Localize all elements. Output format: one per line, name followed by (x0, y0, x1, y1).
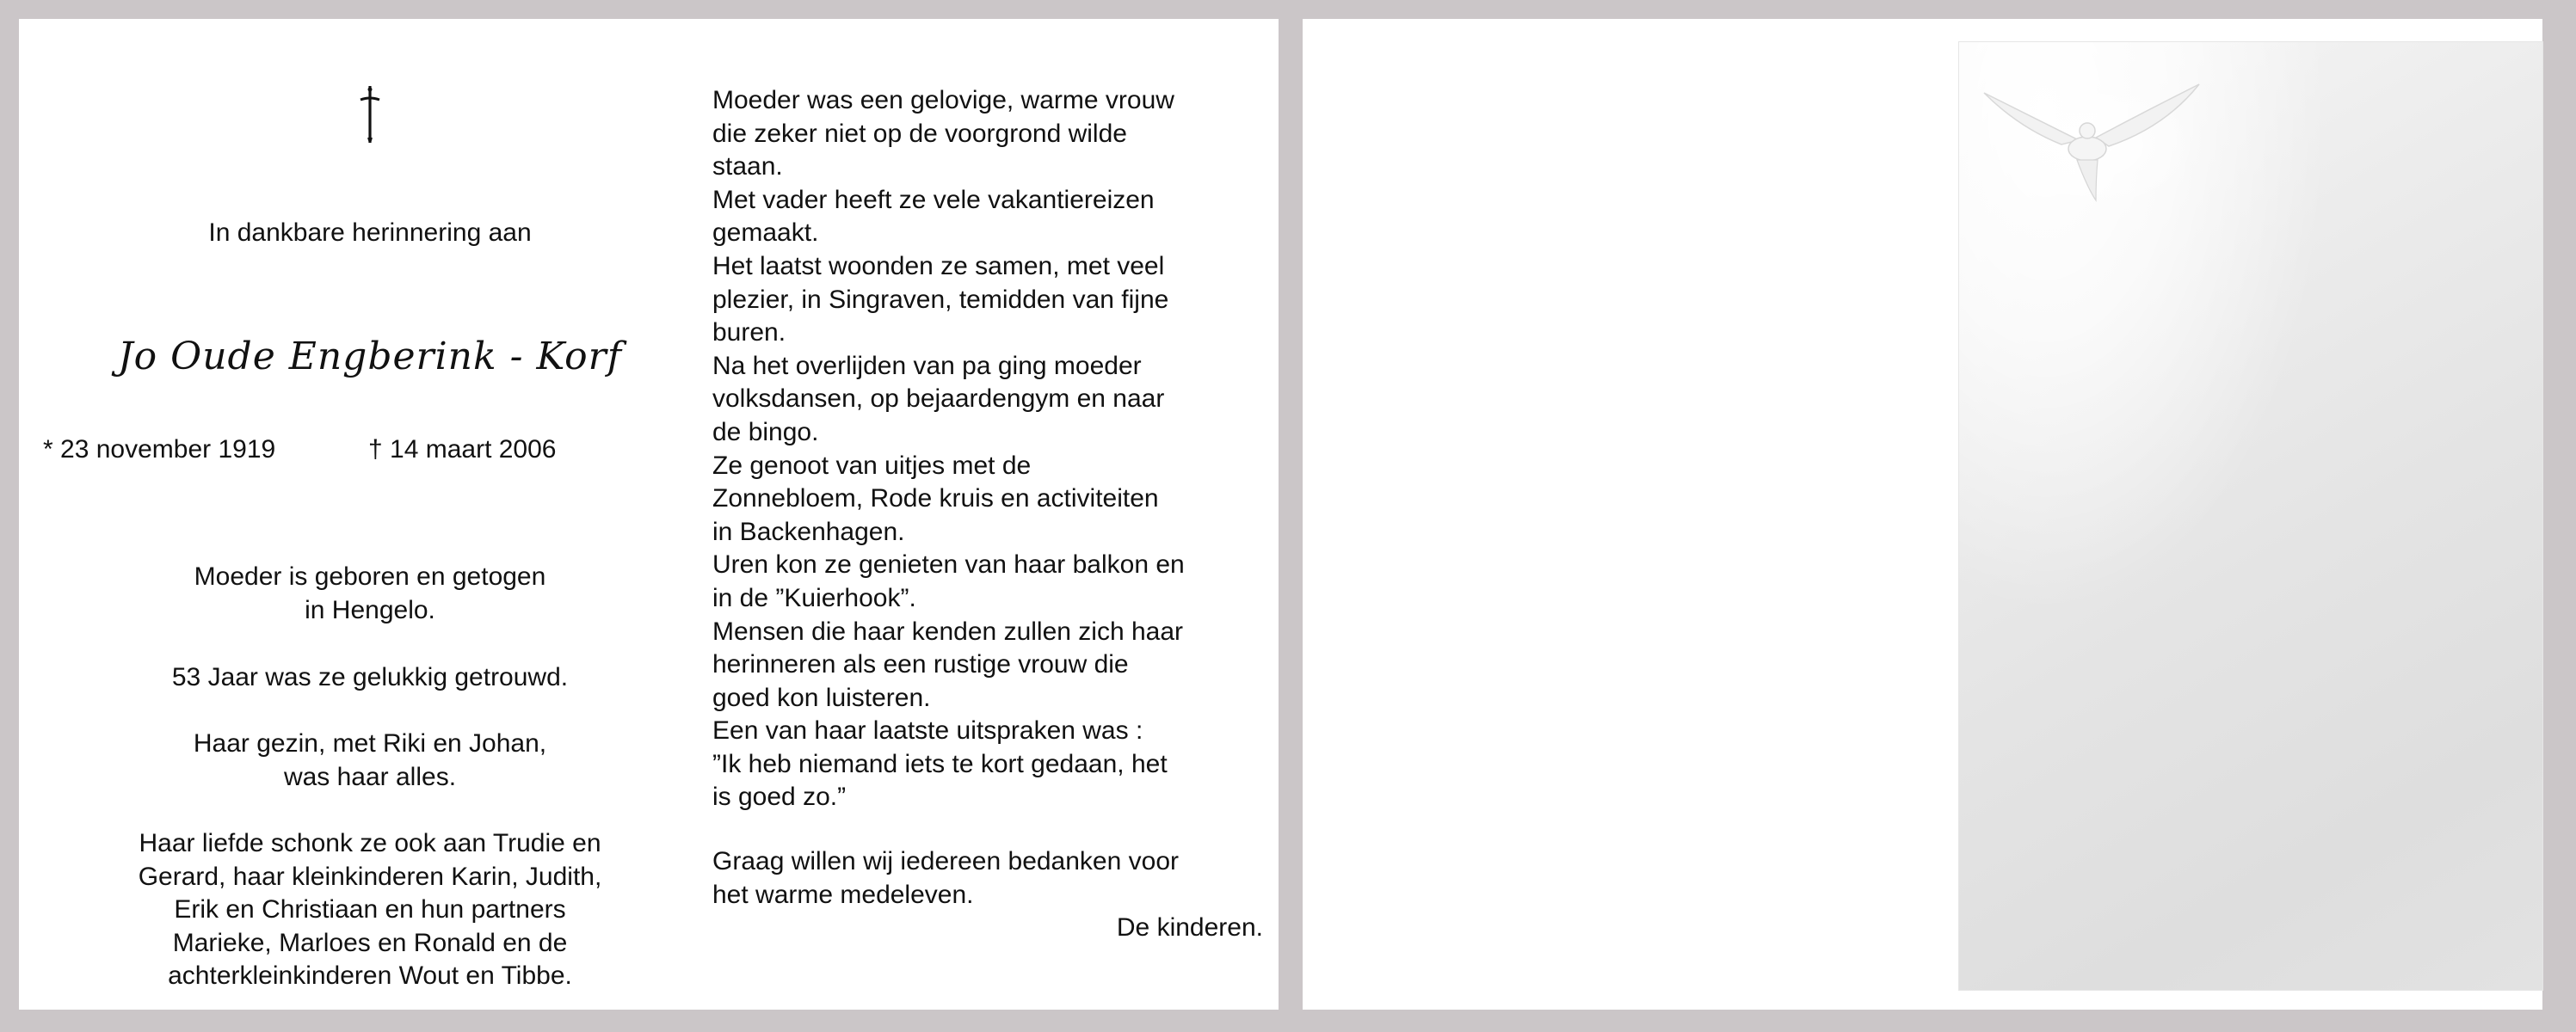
text-line: ”Ik heb niemand iets te kort gedaan, het (712, 749, 1168, 778)
text-line: het warme medeleven. (712, 880, 974, 909)
text-line: Gerard, haar kleinkinderen Karin, Judith, (138, 862, 602, 891)
text-line: Het laatst woonden ze samen, met veel (712, 251, 1165, 280)
text-line: Mensen die haar kenden zullen zich haar (712, 617, 1184, 646)
text-line: in Backenhagen. (712, 517, 905, 546)
memorial-card-cover (1303, 19, 2542, 1010)
text-line: gemaakt. (712, 218, 819, 248)
signature: De kinderen. (1116, 913, 1263, 943)
text-line: de bingo. (712, 417, 819, 446)
text-line: buren. (712, 318, 786, 347)
paragraph-gap (712, 814, 1263, 845)
text-line: plezier, in Singraven, temidden van fijne (712, 285, 1169, 314)
dove-icon (1967, 58, 2225, 213)
memorial-card-inside (19, 19, 1279, 1010)
right-column-text (712, 84, 1263, 945)
text-line: 53 Jaar was ze gelukkig getrouwd. (171, 663, 569, 691)
text-line: Haar gezin, met Riki en Johan, (193, 729, 547, 758)
text-line: goed kon luisteren. (712, 683, 931, 712)
text-line: staan. (712, 152, 783, 181)
text-line: Ze genoot van uitjes met de (712, 451, 1032, 480)
text-line: Uren kon ze genieten van haar balkon en (712, 550, 1185, 580)
text-line: was haar alles. (283, 762, 457, 791)
text-line: Erik en Christiaan en hun partners (174, 895, 566, 924)
text-line: herinneren als een rustige vrouw die (712, 650, 1129, 679)
text-line: in de ”Kuierhook”. (712, 583, 916, 612)
text-line: achterkleinkinderen Wout en Tibbe. (168, 961, 572, 990)
deceased-name: Jo Oude Engberink - Korf (118, 335, 622, 378)
text-line: volksdansen, op bejaardengym en naar (712, 384, 1165, 414)
death-date: † 14 maart 2006 (368, 435, 557, 464)
paragraph-grandchildren (69, 827, 671, 993)
intro-text: In dankbare herinnering aan (208, 218, 532, 247)
text-line: Marieke, Marloes en Ronald en de (172, 928, 568, 957)
paragraph-marriage (69, 661, 671, 695)
text-line: Moeder was een gelovige, warme vrouw (712, 86, 1174, 114)
text-line: Zonnebloem, Rode kruis en activiteiten (712, 484, 1159, 513)
text-line: in Hengelo. (305, 595, 435, 624)
text-line: Graag willen wij iedereen bedanken voor (712, 847, 1179, 876)
text-line: Met vader heeft ze vele vakantiereizen (712, 185, 1155, 214)
paragraph-birthplace (69, 561, 671, 627)
text-line: Een van haar laatste uitspraken was : (712, 716, 1143, 746)
text-line: is goed zo.” (712, 783, 847, 812)
paragraph-family (69, 728, 671, 794)
text-line: die zeker niet op de voorgrond wilde (712, 119, 1127, 148)
cover-photo (1958, 41, 2543, 991)
birth-date: * 23 november 1919 (43, 435, 276, 464)
text-line: Moeder is geboren en getogen (194, 562, 546, 591)
text-line: Na het overlijden van pa ging moeder (712, 351, 1142, 380)
text-line: Haar liefde schonk ze ook aan Trudie en (139, 829, 601, 857)
